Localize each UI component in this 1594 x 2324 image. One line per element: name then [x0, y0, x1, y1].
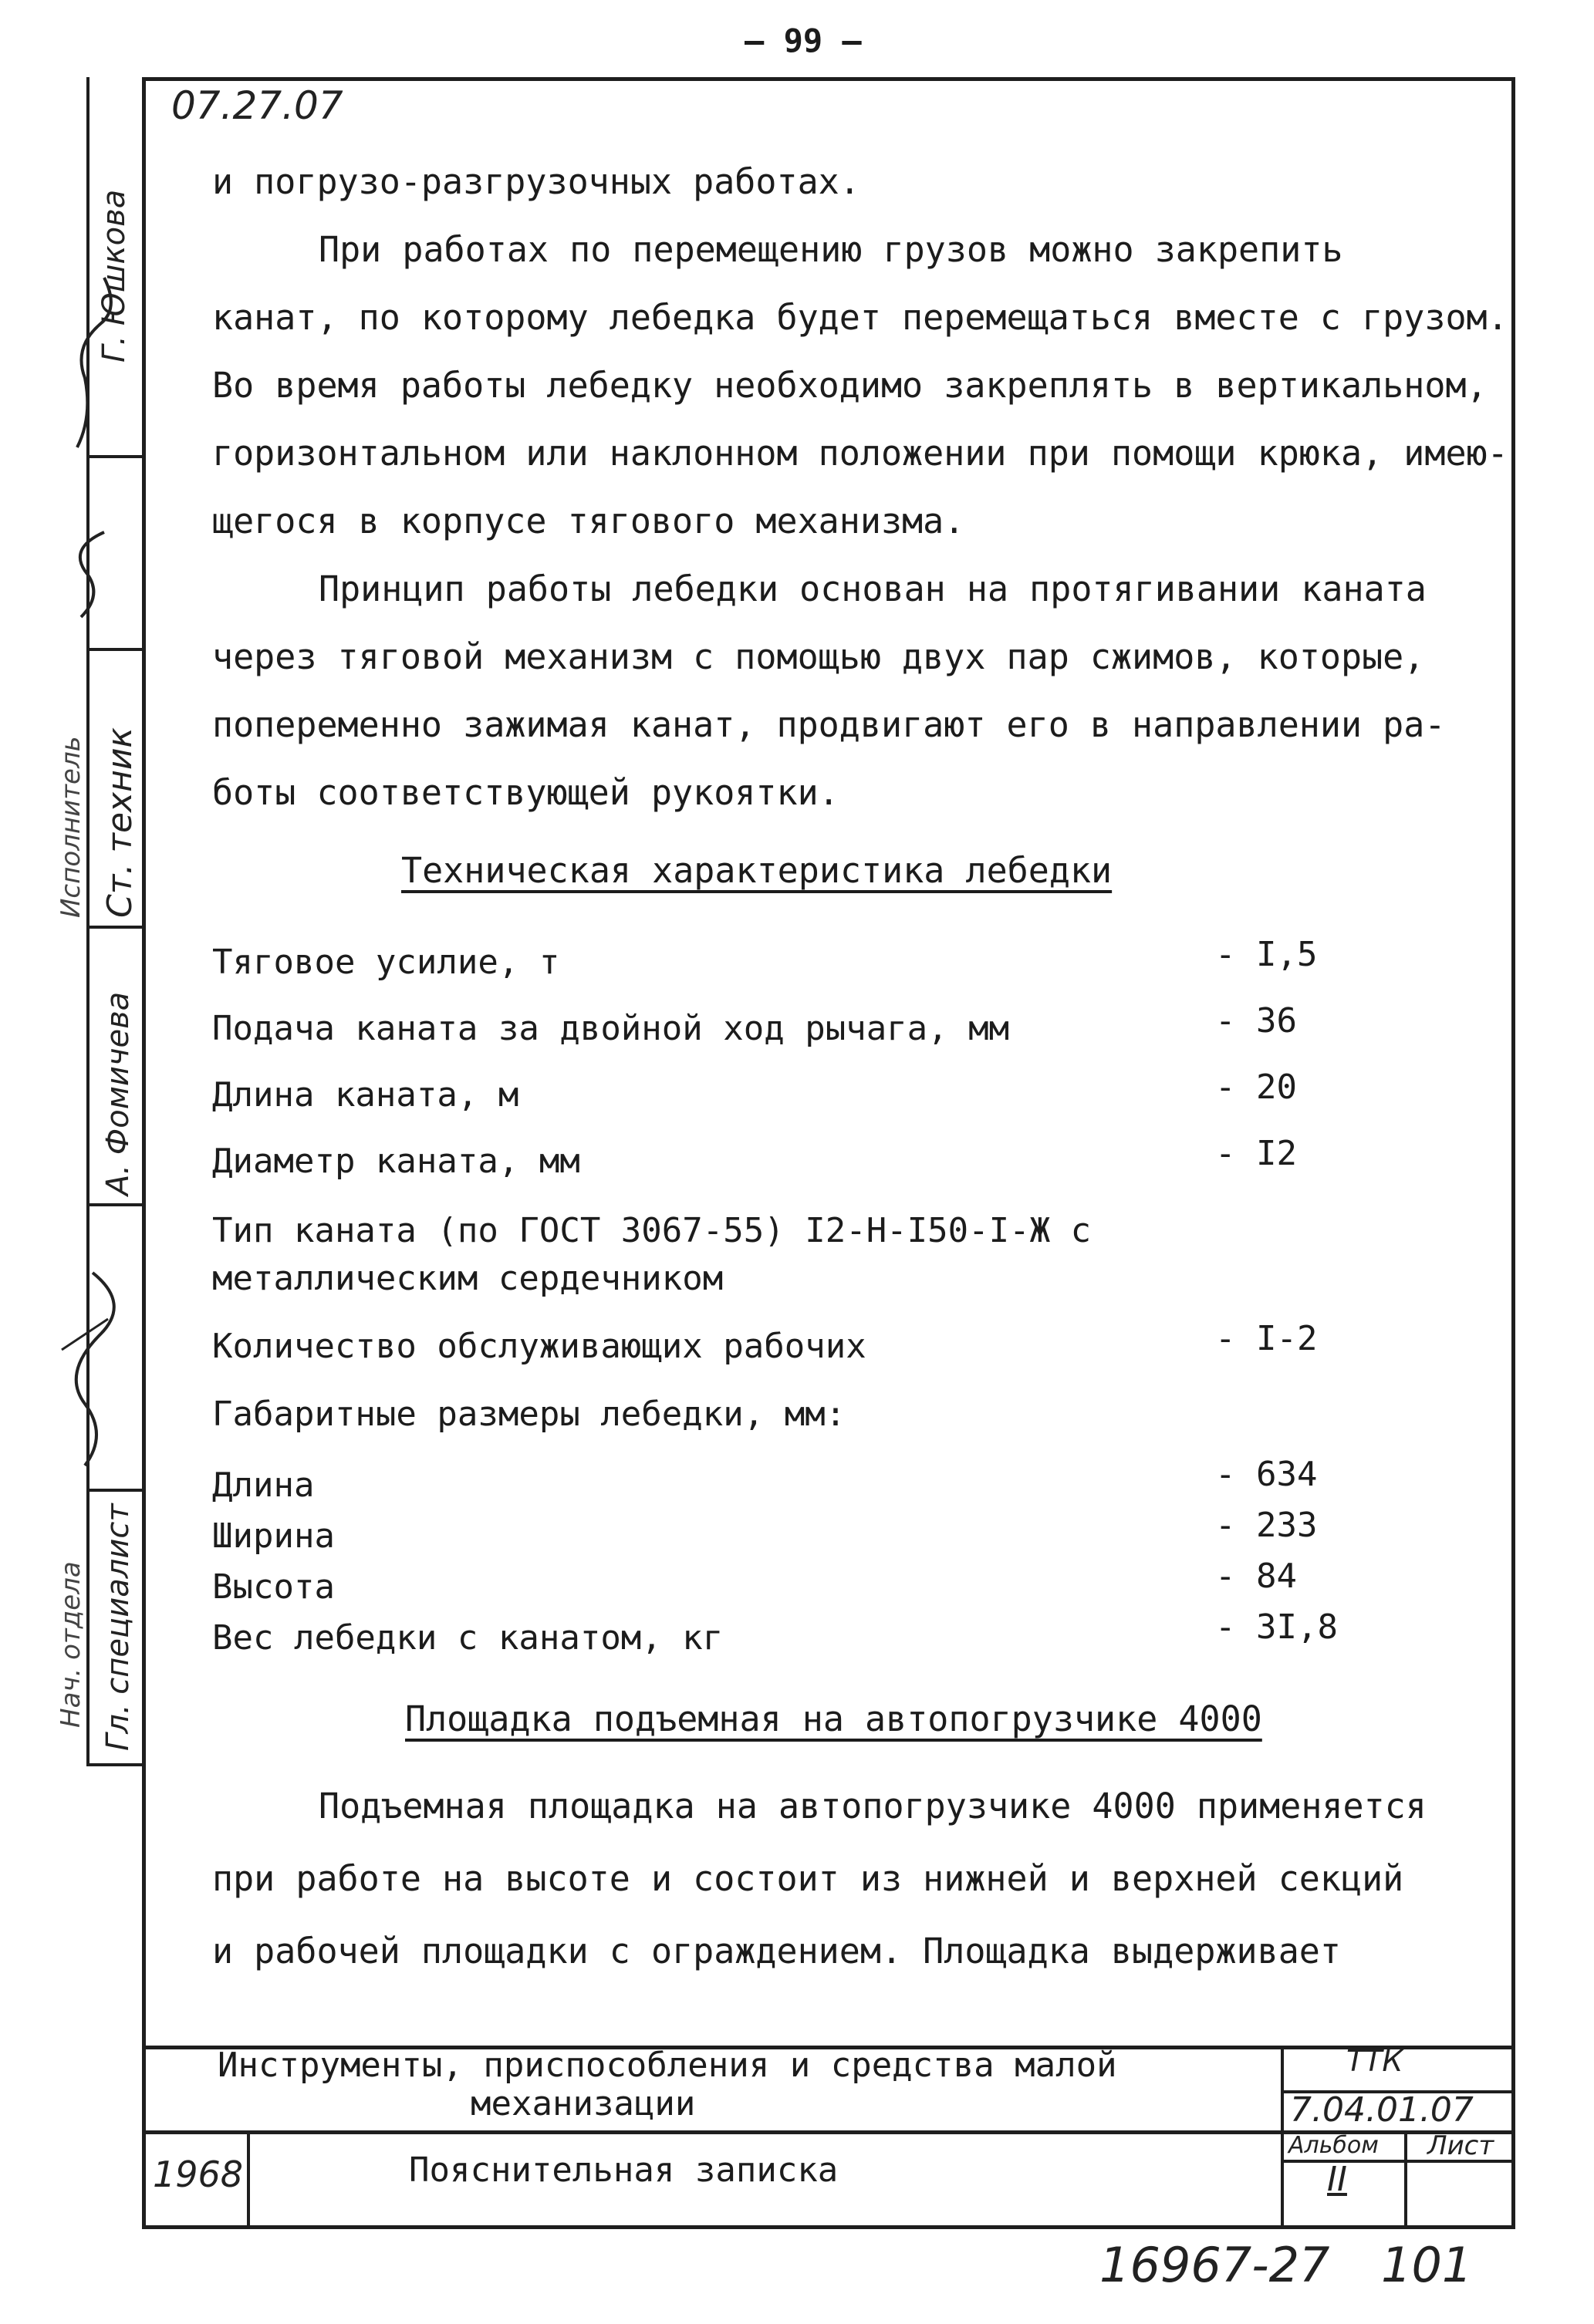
title-block-divider	[247, 2130, 250, 2229]
body-line: При работах по перемещению грузов можно закрепить	[319, 229, 1343, 270]
spec-label: Длина каната, м	[212, 1075, 519, 1115]
rope-type-line: металлическим сердечником	[212, 1259, 724, 1298]
spec-value: - 36	[1215, 1001, 1297, 1041]
album-label: Альбом	[1288, 2132, 1379, 2159]
body-line: Во время работы лебедку необходимо закреплять в вертикальном,	[212, 365, 1488, 406]
album-value: II	[1327, 2160, 1347, 2199]
dim-value: - 634	[1215, 1455, 1318, 1494]
dim-label: Вес лебедки с канатом, кг	[212, 1618, 724, 1658]
doc-code-top: 07.27.07	[171, 83, 343, 128]
title-block-divider	[1404, 2130, 1407, 2229]
page-number-top: — 99 —	[745, 22, 862, 59]
dims-heading: Габаритные размеры лебедки, мм:	[212, 1395, 846, 1434]
title-line: механизации	[471, 2084, 696, 2123]
dim-value: - 233	[1215, 1506, 1318, 1545]
spec-label: Подача каната за двойной ход рычага, мм	[212, 1009, 1010, 1048]
dim-label: Длина	[212, 1466, 315, 1505]
rope-type-line: Тип каната (по ГОСТ 3067-55) I2-Н-I50-I-Ж с	[212, 1211, 1092, 1250]
title-block-divider	[1281, 2046, 1284, 2229]
body-line: канат, по которому лебедка будет перемещаться вместе с грузом.	[212, 297, 1508, 338]
side-stamp-label: Нач. отдела	[56, 1561, 86, 1728]
body-line: Принцип работы лебедки основан на протягивании каната	[319, 568, 1427, 609]
ttk-code: 7.04.01.07	[1290, 2090, 1474, 2130]
platform-line: и рабочей площадки с ограждением. Площадка выдерживает	[212, 1931, 1341, 1972]
dim-value: - 84	[1215, 1557, 1297, 1596]
spec-value: - I,5	[1215, 935, 1318, 974]
spec-label: Тяговое усилие, т	[212, 943, 560, 982]
workers-label: Количество обслуживающих рабочих	[212, 1327, 866, 1366]
title-line: Инструменты, приспособления и средства малой	[218, 2046, 1117, 2085]
spec-value: - 20	[1215, 1068, 1297, 1107]
body-line: щегося в корпусе тягового механизма.	[212, 501, 965, 541]
dim-label: Ширина	[212, 1516, 335, 1556]
workers-value: - I-2	[1215, 1319, 1318, 1358]
side-stamp-label: А. Фомичева	[100, 991, 136, 1196]
platform-line: при работе на высоте и состоит из нижней и верхней секций	[212, 1858, 1404, 1899]
body-line: боты соответствующей рукоятки.	[212, 772, 839, 813]
body-line: и погрузо-разгрузочных работах.	[212, 161, 860, 202]
side-stamp-label: Исполнитель	[56, 736, 86, 918]
spec-value: - I2	[1215, 1134, 1297, 1173]
body-line: через тяговой механизм с помощью двух пар сжимов, которые,	[212, 636, 1425, 677]
archive-number: 16967-27	[1099, 2237, 1330, 2293]
year: 1968	[153, 2154, 244, 2195]
platform-line: Подъемная площадка на автопогрузчике 4000 применяется	[319, 1786, 1427, 1826]
spec-heading: Техническая характеристика лебедки	[401, 850, 1113, 891]
ttk-label: ТТК	[1346, 2044, 1403, 2078]
sheet-number: 101	[1381, 2237, 1473, 2293]
side-stamp-label: Гл. специалист	[100, 1503, 136, 1751]
body-line: попеременно зажимая канат, продвигают его в направлении ра-	[212, 704, 1446, 745]
spec-label: Диаметр каната, мм	[212, 1142, 580, 1181]
document-type: Пояснительная записка	[409, 2150, 839, 2190]
signature-marks	[46, 77, 154, 1774]
body-line: горизонтальном или наклонном положении при помощи крюка, имею-	[212, 433, 1508, 474]
side-stamp-label: Г. Юшкова	[96, 189, 132, 363]
sheet-label: Лист	[1427, 2130, 1494, 2161]
platform-heading: Площадка подъемная на автопогрузчике 4000	[405, 1698, 1262, 1739]
dim-value: - 3I,8	[1215, 1607, 1338, 1647]
side-stamp-label: Ст. техник	[100, 727, 140, 918]
dim-label: Высота	[212, 1567, 335, 1607]
